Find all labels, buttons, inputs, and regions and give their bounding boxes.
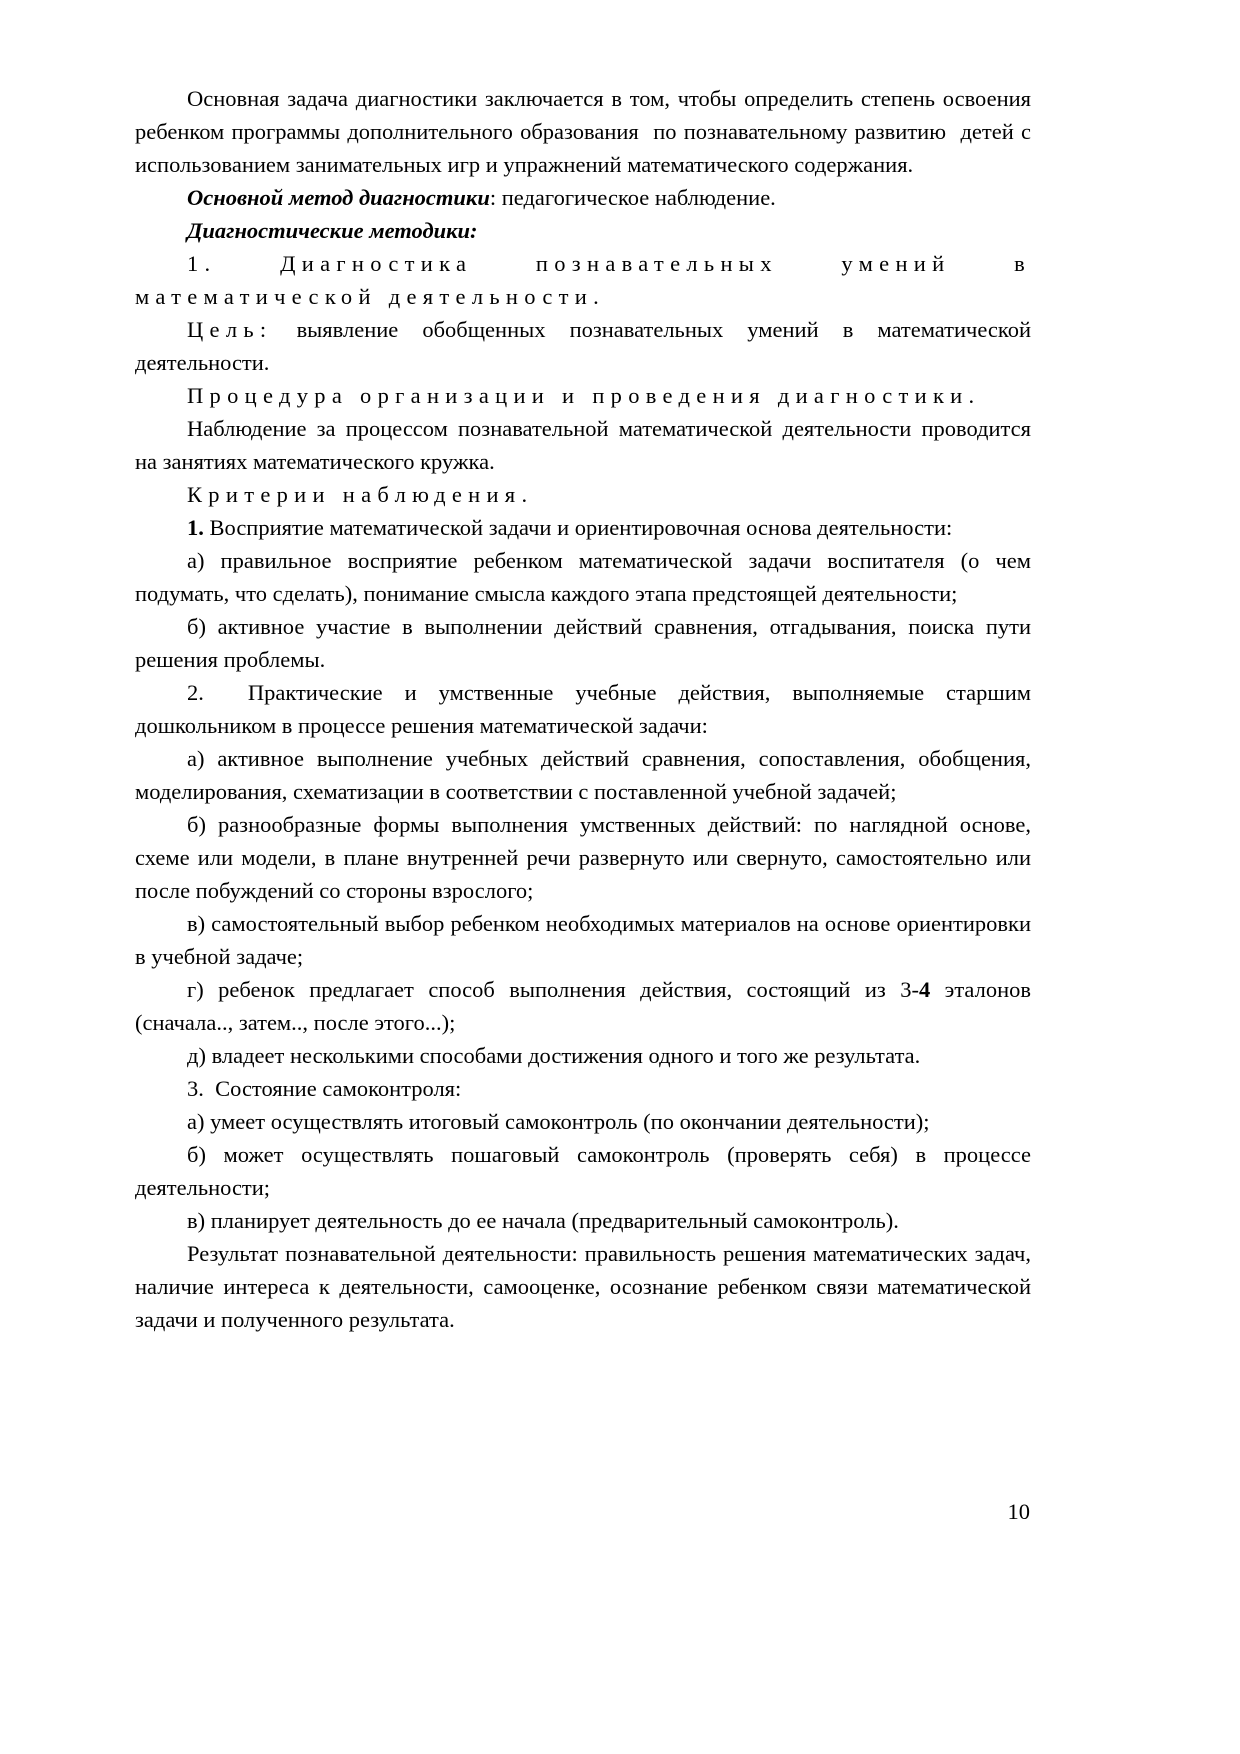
text-run: д) владеет несколькими способами достижения одного и того же результата.: [187, 1043, 921, 1068]
paragraph: [135, 214, 1031, 247]
text-run: г) ребенок предлагает способ выполнения действия, состоящий из 3-: [187, 977, 919, 1002]
paragraph: [135, 1039, 1031, 1072]
text-run: а) умеет осуществлять итоговый самоконтроль (по окончании деятельности);: [187, 1109, 930, 1134]
paragraph: [135, 511, 1031, 544]
text-run: Основной метод диагностики: [187, 185, 490, 210]
text-run: б) может осуществлять пошаговый самоконтроль (проверять себя) в процессе деятельности;: [135, 1142, 1037, 1200]
text-run: Результат познавательной деятельности: правильность решения математических задач, наличие интереса к деятельности, самооценке, осознание ребенком связи математической задачи и полученного результата.: [135, 1241, 1037, 1332]
paragraph: [135, 676, 1037, 742]
text-run: Критерии наблюдения.: [187, 482, 534, 507]
text-run: а) активное выполнение учебных действий сравнения, сопоставления, обобщения, моделирования, схематизации в соответствии с поставленной учебной задачей;: [135, 746, 1037, 804]
paragraph: [135, 478, 1031, 511]
text-run: Диагностические методики:: [187, 218, 478, 243]
paragraph: [135, 247, 1043, 313]
text-run: 1.: [187, 515, 204, 540]
document-body: [135, 82, 1043, 1336]
text-run: б) разнообразные формы выполнения умственных действий: по наглядной основе, схеме или модели, в плане внутренней речи развернуто или свернуто, самостоятельно или после побуждений со стороны взрослого;: [135, 812, 1037, 903]
paragraph: [135, 313, 1037, 379]
text-run: Восприятие математической задачи и ориентировочная основа деятельности:: [203, 515, 953, 540]
paragraph: [135, 1138, 1037, 1204]
text-run: в) самостоятельный выбор ребенком необходимых материалов на основе ориентировки в учебной задаче;: [135, 911, 1037, 969]
paragraph: [135, 181, 1031, 214]
text-run: эталонов (сначала.., затем.., после этого...);: [135, 977, 1037, 1035]
paragraph: [135, 82, 1037, 181]
paragraph: [135, 973, 1037, 1039]
paragraph: [135, 544, 1037, 610]
text-run: 3. Состояние самоконтроля:: [187, 1076, 462, 1101]
paragraph: [135, 1204, 1031, 1237]
page-number: 10: [1007, 1499, 1030, 1524]
paragraph: [135, 808, 1037, 907]
text-run: в) планирует деятельность до ее начала (предварительный самоконтроль).: [187, 1208, 899, 1233]
text-run: 4: [918, 977, 931, 1002]
text-run: Процедура организации и проведения диагностики.: [187, 383, 981, 408]
text-run: 1. Диагностика познавательных умений в математической деятельности.: [135, 251, 1043, 309]
text-run: а) правильное восприятие ребенком математической задачи воспитателя (о чем подумать, что сделать), понимание смысла каждого этапа предстоящей деятельности;: [135, 548, 1037, 606]
paragraph: [135, 610, 1037, 676]
text-run: Наблюдение за процессом познавательной математической деятельности проводится на занятиях математического кружка.: [135, 416, 1037, 474]
text-run: б) активное участие в выполнении действий сравнения, отгадывания, поиска пути решения проблемы.: [135, 614, 1037, 672]
text-run: : педагогическое наблюдение.: [489, 185, 776, 210]
paragraph: [135, 742, 1037, 808]
paragraph: [135, 907, 1037, 973]
paragraph: [135, 1237, 1037, 1336]
text-run: Основная задача диагностики заключается в том, чтобы определить степень освоения ребенком программы дополнительного образования по познавательному развитию детей с использованием занимательных игр и упражнений математического содержания.: [135, 86, 1037, 177]
paragraph: [135, 1105, 1031, 1138]
paragraph: [135, 1072, 1031, 1105]
text-run: 2. Практические и умственные учебные действия, выполняемые старшим дошкольником в процессе решения математической задачи:: [135, 680, 1037, 738]
text-run: Цель:: [187, 317, 273, 342]
text-run: выявление обобщенных познавательных умений в математической деятельности.: [135, 317, 1037, 375]
paragraph: [135, 379, 1031, 412]
paragraph: [135, 412, 1037, 478]
